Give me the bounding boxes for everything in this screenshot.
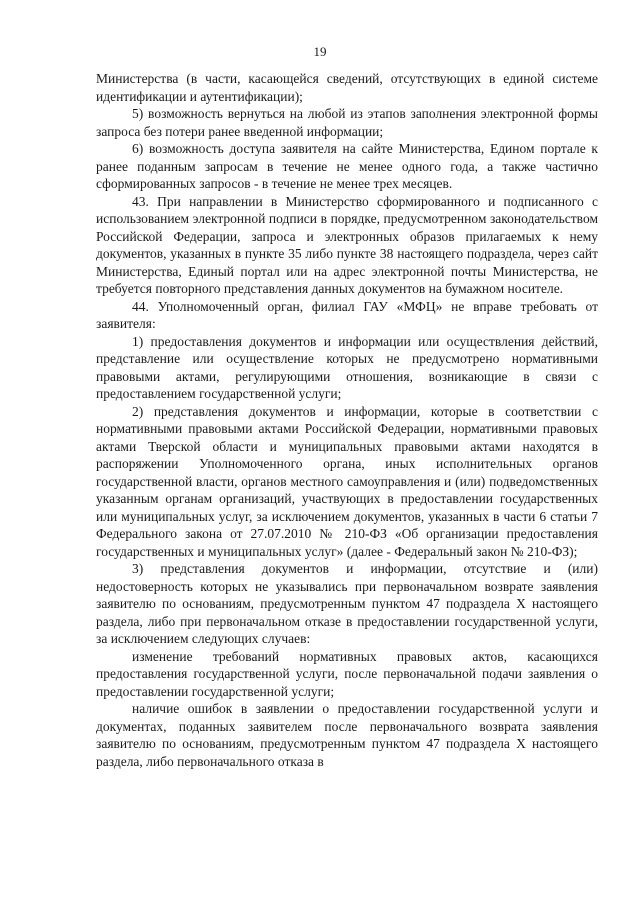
page-number: 19 xyxy=(313,44,327,59)
paragraph-continuation: Министерства (в части, касающейся сведений, отсутствующих в единой системе идентификации и аутентификации); xyxy=(96,71,598,104)
paragraph-item-5: 5) возможность вернуться на любой из этапов заполнения электронной формы запроса без потери ранее введенной информации; xyxy=(96,106,598,139)
paragraph-clause-44: 44. Уполномоченный орган, филиал ГАУ «МФЦ» не вправе требовать от заявителя: xyxy=(96,298,598,331)
paragraph-case-1: изменение требований нормативных правовых актов, касающихся предоставления государственной услуги, после первоначальной подачи заявления о предоставлении государственной услуги; xyxy=(96,648,598,699)
paragraph-clause-43: 43. При направлении в Министерство сформированного и подписанного с использованием электронной подписи в порядке, предусмотренном законодательством Российской Федерации, запроса и электронных образов прилагаемых к нему документов, указанных в пункте 35 либо пункте 38 настоящего подраздела, через сайт Министерства, Единый портал или на адрес электронной почты Министерства, не требуется повторного представления данных документов на бумажном носителе. xyxy=(96,193,598,296)
paragraph-subitem-2: 2) представления документов и информации, которые в соответствии с нормативными правовыми актами Российской Федерации, нормативными правовых актами Тверской области и муниципальных правовыми актами находятся в распоряжении Уполномоченного органа, иных исполнительных органов государственной власти, органов местного самоуправления и (или) подведомственных указанным органам организаций, участвующих в предоставлении государственных или муниципальных услуг, за исключением документов, указанных в части 6 статьи 7 Федерального закона от 27.07.2010 № 210-ФЗ «Об организации предоставления государственных и муниципальных услуг» (далее - Федеральный закон № 210-ФЗ); xyxy=(96,403,598,559)
document-body xyxy=(96,70,598,770)
paragraph-subitem-1: 1) предоставления документов и информации или осуществления действий, представление или осуществление которых не предусмотрено нормативными правовыми актами, регулирующими отношения, возникающие в связи с предоставлением государственной услуги; xyxy=(96,333,598,401)
paragraph-subitem-3: 3) представления документов и информации, отсутствие и (или) недостоверность которых не указывались при первоначальном возврате заявления заявителю по основаниям, предусмотренным пунктом 47 подраздела X настоящего раздела, либо при первоначальном отказе в предоставлении государственной услуги, за исключением следующих случаев: xyxy=(96,561,598,646)
paragraph-item-6: 6) возможность доступа заявителя на сайте Министерства, Едином портале к ранее поданным запросам в течение не менее одного года, а также частично сформированных запросов - в течение не менее трех месяцев. xyxy=(96,141,598,191)
paragraph-case-2: наличие ошибок в заявлении о предоставлении государственной услуги и документах, поданных заявителем после первоначального возврата заявления заявителю по основаниям, предусмотренным пунктом 47 подраздела X настоящего раздела, либо первоначального отказа в xyxy=(96,701,598,769)
